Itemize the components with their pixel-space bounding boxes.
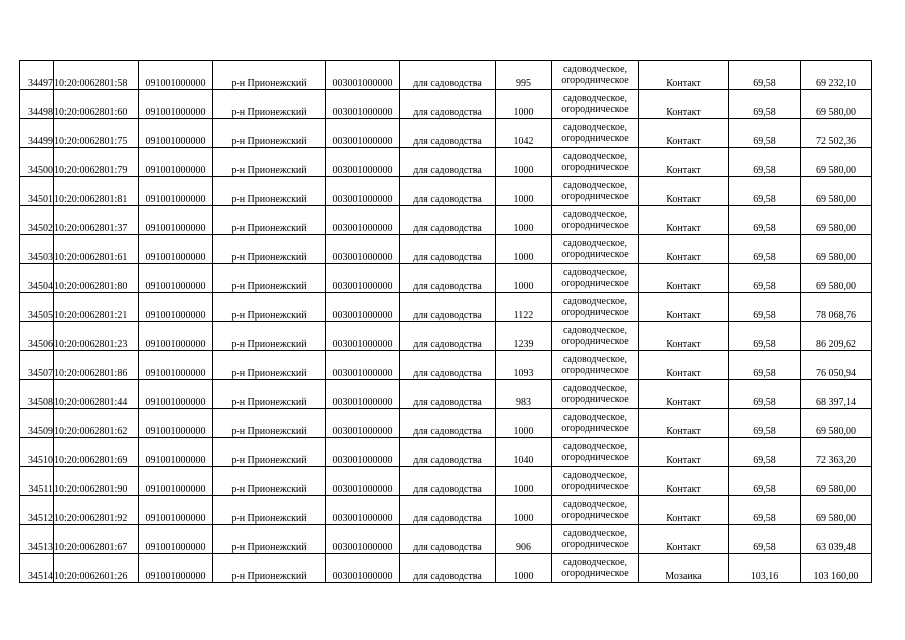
total-value-cell: 68 397,14	[801, 380, 872, 409]
rate-cell: 69,58	[729, 409, 801, 438]
party-cell: Контакт	[639, 525, 729, 554]
total-value-cell: 72 502,36	[801, 119, 872, 148]
total-value-cell: 69 580,00	[801, 235, 872, 264]
total-value-cell: 69 580,00	[801, 467, 872, 496]
cadastral-number-cell: 10:20:0062801:21	[54, 293, 139, 322]
cadastral-number-cell: 10:20:0062801:61	[54, 235, 139, 264]
permitted-use-cell: для садоводства	[400, 438, 496, 467]
record-number-cell: 34497	[20, 61, 54, 90]
category-line: огородническое	[561, 394, 629, 405]
permitted-use-cell: для садоводства	[400, 525, 496, 554]
category-line: садоводческое,	[562, 267, 628, 278]
total-value-cell: 78 068,76	[801, 293, 872, 322]
table-row	[20, 525, 872, 554]
total-value-cell: 69 232,10	[801, 61, 872, 90]
cadastral-number-cell: 10:20:0062801:81	[54, 177, 139, 206]
code-cell: 003001000000	[326, 438, 400, 467]
area-cell: 1000	[496, 264, 552, 293]
category-line: садоводческое,	[562, 499, 628, 510]
category-line: садоводческое,	[562, 470, 628, 481]
category-line: огородническое	[561, 568, 629, 579]
table-row	[20, 235, 872, 264]
cadastral-number-cell: 10:20:0062601:26	[54, 554, 139, 583]
category-line: огородническое	[561, 481, 629, 492]
district-cell: р-н Прионежский	[213, 525, 326, 554]
party-cell: Контакт	[639, 90, 729, 119]
district-cell: р-н Прионежский	[213, 322, 326, 351]
cadastral-number-cell: 10:20:0062801:90	[54, 467, 139, 496]
category-cell	[552, 206, 639, 235]
category-cell	[552, 351, 639, 380]
rate-cell: 69,58	[729, 525, 801, 554]
area-cell: 1000	[496, 467, 552, 496]
district-cell: р-н Прионежский	[213, 177, 326, 206]
code-cell: 003001000000	[326, 554, 400, 583]
rate-cell: 69,58	[729, 496, 801, 525]
category-line: огородническое	[561, 452, 629, 463]
permitted-use-cell: для садоводства	[400, 380, 496, 409]
record-number-cell: 34511	[20, 467, 54, 496]
table-row	[20, 380, 872, 409]
category-line: садоводческое,	[562, 412, 628, 423]
cadastral-number-cell: 10:20:0062801:23	[54, 322, 139, 351]
party-cell: Мозаика	[639, 554, 729, 583]
total-value-cell: 86 209,62	[801, 322, 872, 351]
district-cell: р-н Прионежский	[213, 409, 326, 438]
category-cell	[552, 90, 639, 119]
record-number-cell: 34510	[20, 438, 54, 467]
category-line: садоводческое,	[562, 528, 628, 539]
total-value-cell: 72 363,20	[801, 438, 872, 467]
district-cell: р-н Прионежский	[213, 554, 326, 583]
code-cell: 091001000000	[139, 148, 213, 177]
record-number-cell: 34501	[20, 177, 54, 206]
table-body	[20, 61, 872, 583]
district-cell: р-н Прионежский	[213, 90, 326, 119]
cadastral-number-cell: 10:20:0062801:92	[54, 496, 139, 525]
district-cell: р-н Прионежский	[213, 351, 326, 380]
area-cell: 1000	[496, 554, 552, 583]
record-number-cell: 34514	[20, 554, 54, 583]
category-line: огородническое	[561, 336, 629, 347]
permitted-use-cell: для садоводства	[400, 148, 496, 177]
permitted-use-cell: для садоводства	[400, 264, 496, 293]
table-row	[20, 119, 872, 148]
table-row	[20, 554, 872, 583]
table-row	[20, 90, 872, 119]
land-plot-table	[19, 60, 872, 583]
code-cell: 091001000000	[139, 293, 213, 322]
code-cell: 003001000000	[326, 525, 400, 554]
code-cell: 003001000000	[326, 467, 400, 496]
rate-cell: 69,58	[729, 235, 801, 264]
area-cell: 1239	[496, 322, 552, 351]
record-number-cell: 34502	[20, 206, 54, 235]
table-row	[20, 322, 872, 351]
code-cell: 091001000000	[139, 496, 213, 525]
table-row	[20, 409, 872, 438]
rate-cell: 69,58	[729, 61, 801, 90]
area-cell: 1000	[496, 496, 552, 525]
record-number-cell: 34499	[20, 119, 54, 148]
record-number-cell: 34498	[20, 90, 54, 119]
area-cell: 1122	[496, 293, 552, 322]
category-line: огородническое	[561, 278, 629, 289]
area-cell: 1040	[496, 438, 552, 467]
rate-cell: 69,58	[729, 206, 801, 235]
area-cell: 1000	[496, 235, 552, 264]
permitted-use-cell: для садоводства	[400, 351, 496, 380]
code-cell: 091001000000	[139, 235, 213, 264]
total-value-cell: 76 050,94	[801, 351, 872, 380]
category-cell	[552, 61, 639, 90]
record-number-cell: 34513	[20, 525, 54, 554]
total-value-cell: 69 580,00	[801, 206, 872, 235]
area-cell: 995	[496, 61, 552, 90]
category-line: садоводческое,	[562, 296, 628, 307]
code-cell: 003001000000	[326, 496, 400, 525]
category-cell	[552, 467, 639, 496]
category-cell	[552, 235, 639, 264]
record-number-cell: 34505	[20, 293, 54, 322]
total-value-cell: 69 580,00	[801, 496, 872, 525]
area-cell: 1000	[496, 90, 552, 119]
district-cell: р-н Прионежский	[213, 61, 326, 90]
cadastral-number-cell: 10:20:0062801:75	[54, 119, 139, 148]
rate-cell: 69,58	[729, 293, 801, 322]
permitted-use-cell: для садоводства	[400, 206, 496, 235]
permitted-use-cell: для садоводства	[400, 496, 496, 525]
rate-cell: 69,58	[729, 467, 801, 496]
district-cell: р-н Прионежский	[213, 235, 326, 264]
rate-cell: 69,58	[729, 264, 801, 293]
cadastral-number-cell: 10:20:0062801:37	[54, 206, 139, 235]
category-cell	[552, 148, 639, 177]
category-line: огородническое	[561, 539, 629, 550]
party-cell: Контакт	[639, 351, 729, 380]
permitted-use-cell: для садоводства	[400, 322, 496, 351]
party-cell: Контакт	[639, 496, 729, 525]
record-number-cell: 34508	[20, 380, 54, 409]
category-cell	[552, 438, 639, 467]
record-number-cell: 34509	[20, 409, 54, 438]
code-cell: 091001000000	[139, 351, 213, 380]
permitted-use-cell: для садоводства	[400, 61, 496, 90]
code-cell: 091001000000	[139, 525, 213, 554]
category-line: садоводческое,	[562, 557, 628, 568]
code-cell: 091001000000	[139, 61, 213, 90]
area-cell: 906	[496, 525, 552, 554]
area-cell: 1000	[496, 148, 552, 177]
record-number-cell: 34506	[20, 322, 54, 351]
category-line: садоводческое,	[562, 354, 628, 365]
party-cell: Контакт	[639, 61, 729, 90]
code-cell: 003001000000	[326, 148, 400, 177]
category-line: огородническое	[561, 133, 629, 144]
category-line: огородническое	[561, 162, 629, 173]
code-cell: 003001000000	[326, 264, 400, 293]
category-line: огородническое	[561, 307, 629, 318]
cadastral-number-cell: 10:20:0062801:86	[54, 351, 139, 380]
cadastral-number-cell: 10:20:0062801:60	[54, 90, 139, 119]
total-value-cell: 69 580,00	[801, 177, 872, 206]
party-cell: Контакт	[639, 322, 729, 351]
district-cell: р-н Прионежский	[213, 293, 326, 322]
party-cell: Контакт	[639, 467, 729, 496]
code-cell: 091001000000	[139, 409, 213, 438]
district-cell: р-н Прионежский	[213, 148, 326, 177]
category-line: огородническое	[561, 423, 629, 434]
area-cell: 1000	[496, 409, 552, 438]
district-cell: р-н Прионежский	[213, 206, 326, 235]
table-row	[20, 467, 872, 496]
area-cell: 1000	[496, 206, 552, 235]
category-line: огородническое	[561, 191, 629, 202]
category-cell	[552, 293, 639, 322]
party-cell: Контакт	[639, 177, 729, 206]
category-line: садоводческое,	[562, 151, 628, 162]
code-cell: 003001000000	[326, 206, 400, 235]
party-cell: Контакт	[639, 438, 729, 467]
total-value-cell: 103 160,00	[801, 554, 872, 583]
record-number-cell: 34512	[20, 496, 54, 525]
code-cell: 003001000000	[326, 293, 400, 322]
code-cell: 003001000000	[326, 61, 400, 90]
permitted-use-cell: для садоводства	[400, 235, 496, 264]
permitted-use-cell: для садоводства	[400, 177, 496, 206]
category-line: садоводческое,	[562, 209, 628, 220]
category-line: садоводческое,	[562, 180, 628, 191]
code-cell: 091001000000	[139, 177, 213, 206]
category-line: садоводческое,	[562, 383, 628, 394]
cadastral-number-cell: 10:20:0062801:79	[54, 148, 139, 177]
district-cell: р-н Прионежский	[213, 496, 326, 525]
district-cell: р-н Прионежский	[213, 119, 326, 148]
cadastral-number-cell: 10:20:0062801:80	[54, 264, 139, 293]
code-cell: 091001000000	[139, 119, 213, 148]
code-cell: 091001000000	[139, 90, 213, 119]
permitted-use-cell: для садоводства	[400, 293, 496, 322]
category-line: садоводческое,	[562, 325, 628, 336]
total-value-cell: 69 580,00	[801, 90, 872, 119]
table-row	[20, 177, 872, 206]
area-cell: 1093	[496, 351, 552, 380]
category-line: огородническое	[561, 220, 629, 231]
party-cell: Контакт	[639, 409, 729, 438]
party-cell: Контакт	[639, 148, 729, 177]
district-cell: р-н Прионежский	[213, 438, 326, 467]
rate-cell: 69,58	[729, 322, 801, 351]
area-cell: 1000	[496, 177, 552, 206]
code-cell: 091001000000	[139, 322, 213, 351]
total-value-cell: 69 580,00	[801, 148, 872, 177]
rate-cell: 69,58	[729, 351, 801, 380]
code-cell: 003001000000	[326, 409, 400, 438]
cadastral-number-cell: 10:20:0062801:58	[54, 61, 139, 90]
rate-cell: 69,58	[729, 148, 801, 177]
cadastral-number-cell: 10:20:0062801:62	[54, 409, 139, 438]
rate-cell: 69,58	[729, 438, 801, 467]
table-row	[20, 206, 872, 235]
party-cell: Контакт	[639, 119, 729, 148]
record-number-cell: 34503	[20, 235, 54, 264]
category-cell	[552, 496, 639, 525]
area-cell: 983	[496, 380, 552, 409]
rate-cell: 69,58	[729, 119, 801, 148]
category-line: садоводческое,	[562, 238, 628, 249]
district-cell: р-н Прионежский	[213, 380, 326, 409]
category-cell	[552, 119, 639, 148]
code-cell: 003001000000	[326, 322, 400, 351]
code-cell: 091001000000	[139, 554, 213, 583]
rate-cell: 69,58	[729, 90, 801, 119]
permitted-use-cell: для садоводства	[400, 554, 496, 583]
record-number-cell: 34504	[20, 264, 54, 293]
permitted-use-cell: для садоводства	[400, 119, 496, 148]
category-line: огородническое	[561, 104, 629, 115]
category-line: садоводческое,	[562, 441, 628, 452]
code-cell: 003001000000	[326, 380, 400, 409]
category-cell	[552, 409, 639, 438]
total-value-cell: 63 039,48	[801, 525, 872, 554]
code-cell: 003001000000	[326, 235, 400, 264]
code-cell: 091001000000	[139, 438, 213, 467]
table-row	[20, 351, 872, 380]
party-cell: Контакт	[639, 380, 729, 409]
category-cell	[552, 554, 639, 583]
permitted-use-cell: для садоводства	[400, 409, 496, 438]
table-row	[20, 61, 872, 90]
permitted-use-cell: для садоводства	[400, 90, 496, 119]
record-number-cell: 34500	[20, 148, 54, 177]
code-cell: 003001000000	[326, 177, 400, 206]
code-cell: 003001000000	[326, 119, 400, 148]
category-cell	[552, 525, 639, 554]
cadastral-number-cell: 10:20:0062801:44	[54, 380, 139, 409]
district-cell: р-н Прионежский	[213, 467, 326, 496]
category-line: садоводческое,	[562, 122, 628, 133]
district-cell: р-н Прионежский	[213, 264, 326, 293]
category-cell	[552, 177, 639, 206]
table-row	[20, 438, 872, 467]
code-cell: 091001000000	[139, 206, 213, 235]
party-cell: Контакт	[639, 264, 729, 293]
code-cell: 003001000000	[326, 351, 400, 380]
area-cell: 1042	[496, 119, 552, 148]
category-line: огородническое	[561, 75, 629, 86]
party-cell: Контакт	[639, 293, 729, 322]
category-line: огородническое	[561, 249, 629, 260]
table-row	[20, 293, 872, 322]
category-line: садоводческое,	[562, 93, 628, 104]
category-cell	[552, 264, 639, 293]
category-cell	[552, 380, 639, 409]
cadastral-number-cell: 10:20:0062801:67	[54, 525, 139, 554]
record-number-cell: 34507	[20, 351, 54, 380]
category-line: садоводческое,	[562, 64, 628, 75]
category-cell	[552, 322, 639, 351]
code-cell: 003001000000	[326, 90, 400, 119]
table-row	[20, 496, 872, 525]
category-line: огородническое	[561, 510, 629, 521]
party-cell: Контакт	[639, 206, 729, 235]
table-row	[20, 264, 872, 293]
code-cell: 091001000000	[139, 467, 213, 496]
total-value-cell: 69 580,00	[801, 409, 872, 438]
total-value-cell: 69 580,00	[801, 264, 872, 293]
rate-cell: 69,58	[729, 380, 801, 409]
cadastral-number-cell: 10:20:0062801:69	[54, 438, 139, 467]
party-cell: Контакт	[639, 235, 729, 264]
permitted-use-cell: для садоводства	[400, 467, 496, 496]
category-line: огородническое	[561, 365, 629, 376]
code-cell: 091001000000	[139, 380, 213, 409]
rate-cell: 69,58	[729, 177, 801, 206]
code-cell: 091001000000	[139, 264, 213, 293]
table-row	[20, 148, 872, 177]
rate-cell: 103,16	[729, 554, 801, 583]
